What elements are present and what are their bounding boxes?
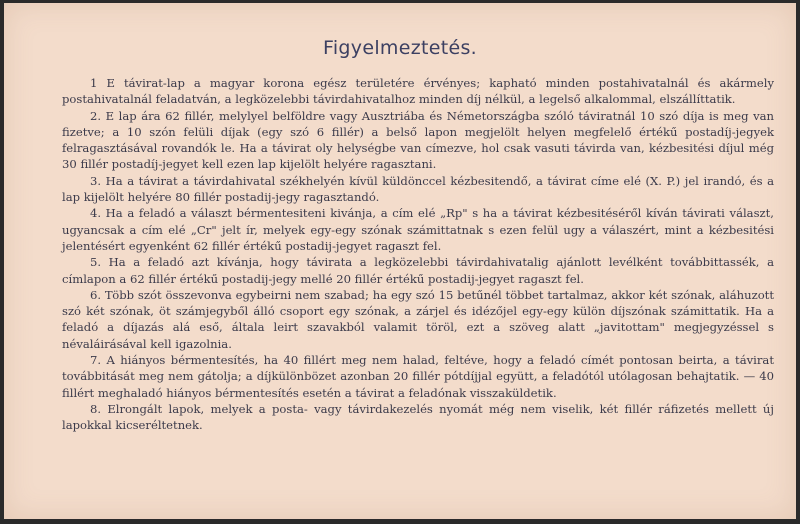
- notice-body: [62, 75, 774, 434]
- paragraph-4: 4. Ha a feladó a választ bérmentesiteni kivánja, a cím elé „Rp" s ha a távirat kézbesitéséről kíván távirati választ, ugyancsak a cím elé „Cr" jelt ír, melyek egy-egy szónak számittatnak s ezen felül ugy a válaszért, mint a kézbesitési jelentésért egyenként 62 fillér értékű postadij-jegyet ragaszt fel.: [62, 206, 774, 253]
- paragraph-8: 8. Elrongált lapok, melyek a posta- vagy távirdakezelés nyomát még nem viselik, két fillér ráfizetés mellett új lapokkal kicseréltetnek.: [62, 401, 774, 433]
- paragraph-5: 5. Ha a feladó azt kívánja, hogy távirata a legközelebbi távirdahivatalig ajánlott levélként továbbittassék, a címlapon a 62 fillér értékű postadij-jegy mellé 20 fillér értékű postadij-jegyet ragaszt fel.: [62, 255, 774, 286]
- paragraph-1: 1 E távirat-lap a magyar korona egész területére érvényes; kapható minden postahivatalnál és akármely postahivatalnál feladatván, a legközelebbi távirdahivatalhoz minden díj nélkül, a legelső alkalommal, elszállíttatik.: [62, 76, 774, 107]
- paragraph-6: 6. Több szót összevonva egybeirni nem szabad; ha egy szó 15 betűnél többet tartalmaz, akkor két szónak, aláhuzott szó két szónak, öt számjegyből álló csoport egy szónak, a zárjel és idézőjel egy-egy külön díjszónak számittatik. Ha a feladó a díjazás alá eső, általa leirt szavakból valamit töröl, ezt a szöveg alatt „javitottam" megjegyzéssel s névaláirásával kell igazolnia.: [62, 287, 774, 351]
- page-title: Figyelmeztetés.: [323, 37, 477, 59]
- paragraph-3: 3. Ha a távirat a távirdahivatal székhelyén kívül küldönccel kézbesitendő, a távirat címe elé (X. P.) jel irandó, és a lap kijelölt helyére 80 fillér postadij-jegy ragasztandó.: [62, 173, 774, 205]
- paragraph-2: 2. E lap ára 62 fillér, melylyel belföldre vagy Ausztriába és Németországba szóló táviratnál 10 szó díja is meg van fizetve; a 10 szón felüli díjak (egy szó 6 fillér) a belső lapon megjelölt helyen megfelelő értékű postadíj-jegyek felragasztásával rovandók le. Ha a távirat oly helységbe van címezve, hol csak vasuti távirda van, kézbesitési díjul még 30 fillér postadíj-jegyet kell ezen lap kijelölt helyére ragasztani.: [62, 108, 774, 172]
- telegram-card: [4, 3, 796, 519]
- paragraph-7: 7. A hiányos bérmentesítés, ha 40 fillért meg nem halad, feltéve, hogy a feladó címét pontosan beirta, a távirat továbbitását meg nem gátolja; a díjkülönbözet azonban 20 fillér pótdíjjal együtt, a feladótól utólagosan behajtatik. — 40 fillért meghaladó hiányos bérmentesítés esetén a távirat a feladónak visszaküldetik.: [62, 353, 774, 400]
